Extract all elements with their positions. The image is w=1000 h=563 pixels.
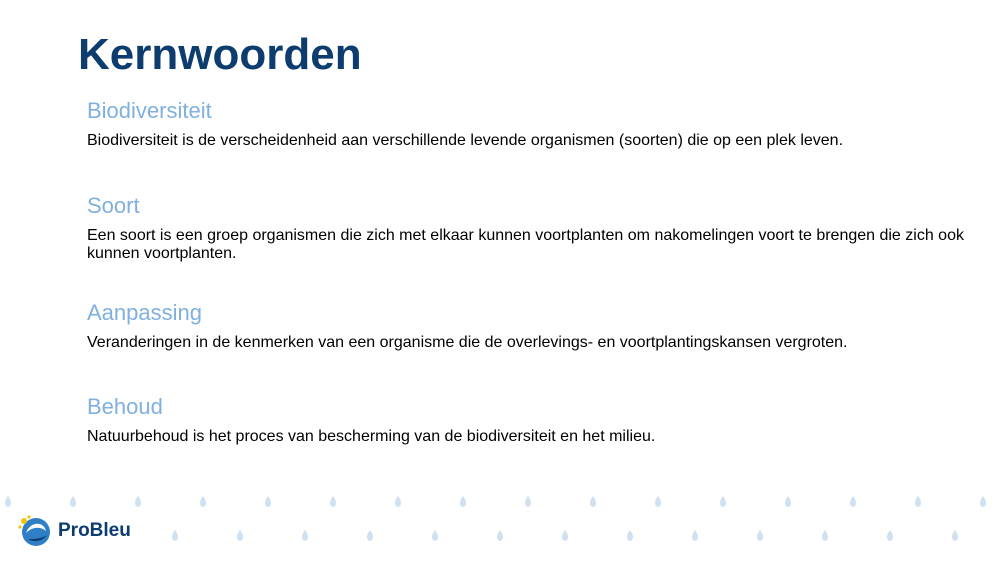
decorative-droplet [952, 530, 958, 541]
decorative-droplet [980, 496, 986, 507]
decorative-droplet [525, 496, 531, 507]
decorative-droplet [460, 496, 466, 507]
decorative-droplet [785, 496, 791, 507]
decorative-droplet [302, 530, 308, 541]
term-heading: Soort [87, 193, 140, 218]
decorative-droplet [692, 530, 698, 541]
decorative-droplet [590, 496, 596, 507]
term-definition: Een soort is een groep organismen die zich met elkaar kunnen voortplanten om nakomelingen voort te brengen die zich ook kunnen voortplanten. [87, 227, 964, 262]
probleu-logo-icon [16, 513, 52, 549]
term-definition: Biodiversiteit is de verscheidenheid aan verschillende levende organismen (soorten) die op een plek leven. [87, 132, 844, 149]
decorative-droplet [5, 496, 11, 507]
decorative-droplet [367, 530, 373, 541]
decorative-droplet [562, 530, 568, 541]
logo-text: ProBleu [58, 520, 131, 541]
decorative-droplet [135, 496, 141, 507]
decorative-droplet [172, 530, 178, 541]
decorative-droplet [395, 496, 401, 507]
decorative-droplet [265, 496, 271, 507]
decorative-droplet [497, 530, 503, 541]
term-soort [87, 193, 967, 263]
term-aanpassing [87, 300, 967, 352]
term-heading: Behoud [87, 394, 163, 419]
decorative-droplet [330, 496, 336, 507]
term-heading: Biodiversiteit [87, 98, 212, 123]
term-definition: Veranderingen in de kenmerken van een organisme die de overlevings- en voortplantingskansen vergroten. [87, 334, 848, 351]
decorative-droplet [887, 530, 893, 541]
decorative-droplet [915, 496, 921, 507]
term-biodiversiteit [87, 98, 967, 150]
decorative-dot-pattern [0, 490, 1000, 550]
decorative-droplet [822, 530, 828, 541]
term-behoud [87, 394, 967, 446]
decorative-droplet [655, 496, 661, 507]
term-heading: Aanpassing [87, 300, 202, 325]
decorative-droplet [432, 530, 438, 541]
decorative-droplet [850, 496, 856, 507]
decorative-droplet [70, 496, 76, 507]
term-definition: Natuurbehoud is het proces van bescherming van de biodiversiteit en het milieu. [87, 428, 656, 445]
decorative-droplet [627, 530, 633, 541]
decorative-droplet [200, 496, 206, 507]
slide-title: Kernwoorden [78, 30, 362, 79]
probleu-logo [16, 513, 131, 549]
decorative-droplet [757, 530, 763, 541]
decorative-droplet [237, 530, 243, 541]
decorative-droplet [720, 496, 726, 507]
